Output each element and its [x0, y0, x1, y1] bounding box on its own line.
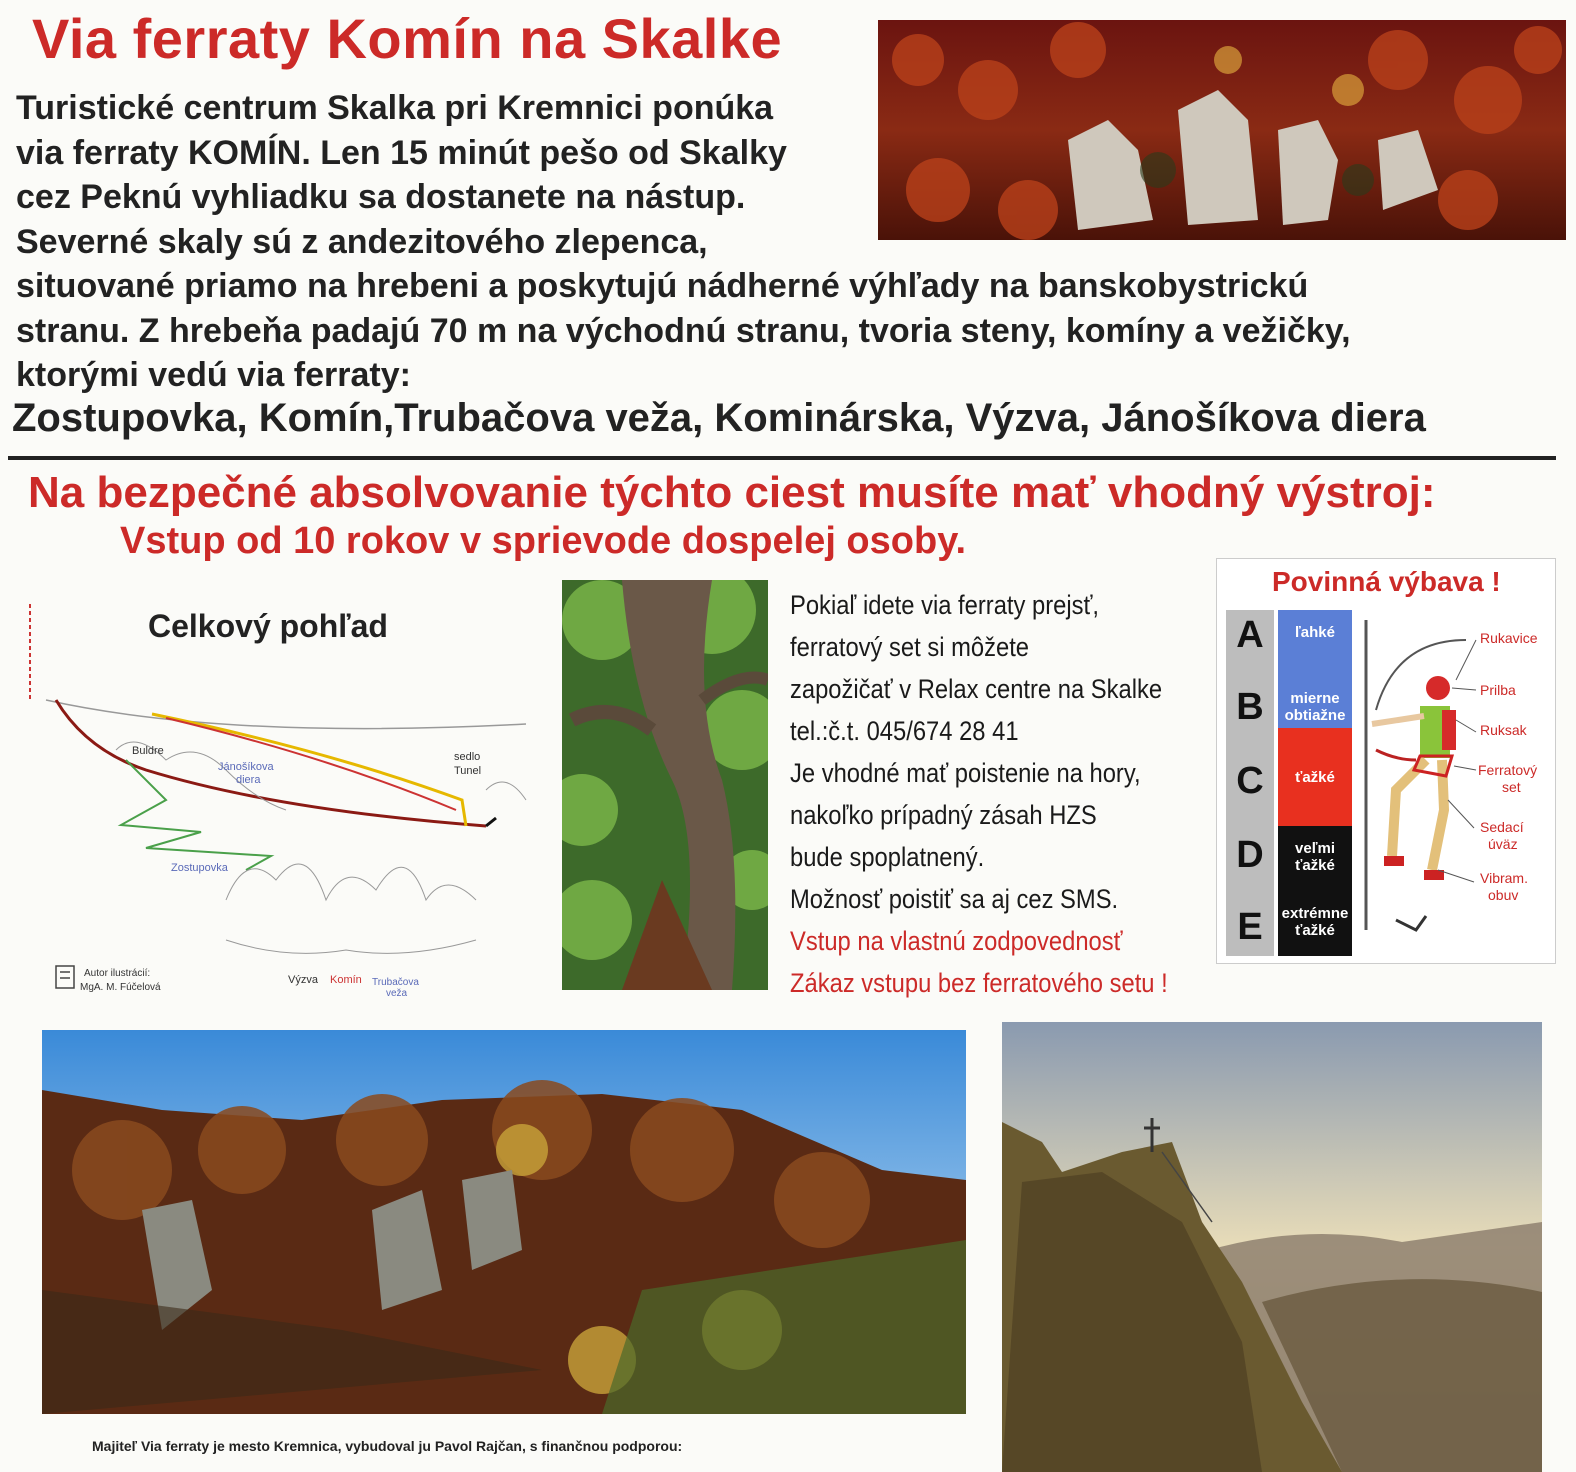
label-tunel: Tunel: [454, 765, 482, 777]
helmet-icon: [1426, 676, 1450, 700]
legend-box-icon: [56, 966, 74, 988]
route-list: Zostupovka, Komín,Trubačova veža, Kominárska, Výzva, Jánošíkova diera: [12, 396, 1426, 440]
grade-letter-e: E: [1237, 906, 1263, 948]
intro-line: stranu. Z hrebeňa padajú 70 m na východnú stranu, tvoria steny, komíny a vežičky,: [16, 311, 1351, 350]
intro-line: via ferraty KOMÍN. Len 15 minút pešo od Skalky: [16, 133, 787, 172]
label-sedaci: Sedací: [1480, 819, 1524, 835]
info-line: Možnosť poistiť sa aj cez SMS.: [790, 884, 1119, 914]
intro-line: Turistické centrum Skalka pri Kremnici ponúka: [16, 89, 774, 127]
grade-letter-c: C: [1236, 760, 1264, 802]
intro-line: Severné skaly sú z andezitového zlepenca,: [16, 222, 708, 261]
backpack-icon: [1442, 710, 1456, 750]
info-line: Je vhodné mať poistenie na hory,: [790, 758, 1141, 788]
grade-letter-d: D: [1236, 834, 1264, 876]
set-required-warning: Zákaz vstupu bez ferratového setu !: [790, 968, 1168, 998]
autumn-cliffs-photo: [878, 20, 1566, 240]
label-uvaz: úväz: [1488, 836, 1518, 852]
label-prilba: Prilba: [1480, 682, 1516, 698]
diagram-title: Celkový pohľad: [148, 608, 388, 644]
equipment-title: Povinná výbava !: [1272, 566, 1501, 597]
label-ruksak: Ruksak: [1480, 722, 1527, 738]
label-rukavice: Rukavice: [1480, 630, 1538, 646]
label-ferratovy: Ferratový: [1478, 762, 1538, 778]
difficulty-scale: [1278, 610, 1352, 956]
intro-line: situované priamo na hrebeni a poskytujú nádherné výhľady na banskobystrickú: [16, 267, 1309, 305]
label-komin: Komín: [330, 974, 362, 986]
info-line: nakoľko prípadný zásah HZS: [790, 800, 1097, 830]
info-line: ferratový set si môžete: [790, 632, 1030, 662]
equipment-warning: Na bezpečné absolvovanie týchto ciest musíte mať vhodný výstroj:: [28, 468, 1436, 517]
grade-letter-b: B: [1236, 686, 1264, 728]
tree-photo: [562, 580, 768, 990]
label-veza: veža: [386, 988, 408, 999]
age-warning: Vstup od 10 rokov v sprievode dospelej osoby.: [120, 520, 967, 562]
boot-icon: [1384, 856, 1404, 866]
info-line: zapožičať v Relax centre na Skalke: [790, 674, 1163, 704]
grade-letter-a: A: [1236, 614, 1264, 656]
rental-info: [790, 584, 1168, 1004]
owner-footnote: Majiteľ Via ferraty je mesto Kremnica, vybudoval ju Pavol Rajčan, s finančnou podporou:: [92, 1438, 683, 1454]
difficulty-letters: [1226, 610, 1274, 956]
label-janosikova: Jánošíkova: [218, 761, 274, 773]
own-risk-warning: Vstup na vlastnú zodpovednosť: [790, 926, 1123, 956]
label-obuv: obuv: [1488, 887, 1519, 903]
autumn-ridge-panorama: [42, 1030, 966, 1414]
info-line: bude spoplatnený.: [790, 842, 985, 872]
grade-d: veľmi ťažké: [1278, 826, 1352, 888]
route-overview-diagram: [26, 600, 546, 1000]
phone-number: tel.:č.t. 045/674 28 41: [790, 716, 1019, 746]
grade-e: extrémne ťažké: [1278, 888, 1352, 956]
author-label: Autor ilustrácií:: [84, 968, 151, 979]
label-diera: diera: [236, 774, 261, 786]
label-set: set: [1502, 779, 1521, 795]
grade-c: ťažké: [1278, 728, 1352, 826]
label-buldre: Buldre: [132, 745, 164, 757]
grade-a: ľahké: [1278, 610, 1352, 656]
label-vyzva: Výzva: [288, 974, 318, 986]
label-sedlo: sedlo: [454, 751, 481, 763]
label-trubacova: Trubačova: [372, 977, 419, 988]
label-zostupovka: Zostupovka: [171, 862, 228, 874]
grade-b: mierne obtiažne: [1278, 656, 1352, 728]
label-vibram: Vibram.: [1480, 870, 1528, 886]
intro-line: cez Peknú vyhliadku sa dostanete na nástup.: [16, 178, 746, 216]
climber-illustration: [1356, 620, 1552, 940]
section-divider: [8, 456, 1556, 460]
intro-line: ktorými vedú via ferraty:: [16, 356, 411, 394]
summit-rock-photo: [1002, 1022, 1542, 1472]
info-line: Pokiaľ idete via ferraty prejsť,: [790, 590, 1100, 620]
author-name: MgA. M. Fúčelová: [80, 982, 161, 993]
page-title: Via ferraty Komín na Skalke: [32, 7, 783, 70]
